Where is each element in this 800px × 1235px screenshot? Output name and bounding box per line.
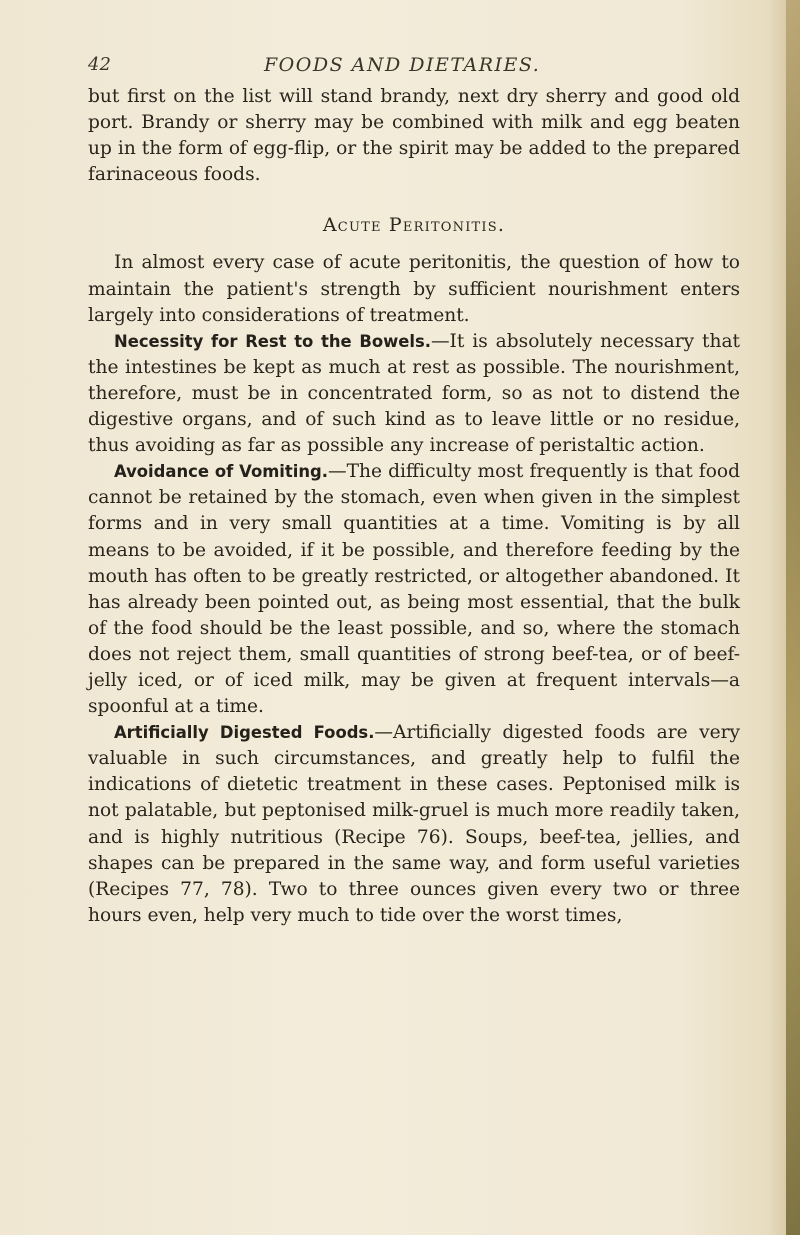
subsection-heading: Artificially Digested Foods. xyxy=(114,723,375,743)
subsection-text: —The difficulty most frequently is that food cannot be retained by the stomach, even when given in the simplest forms and in very small quantities at a time. Vomiting is by all means to be avoided, if it be possible, and therefore feeding by the mouth has often to be greatly restricted, or altogether abandoned. It has already been pointed out, as being most essential, that the bulk of the food should be the least possible, and so, where the stomach does not reject them, small quantities of strong beef-tea, or of beef-jelly iced, or of iced milk, may be given at frequent intervals—a spoonful at a time. xyxy=(88,461,740,718)
subsection-artificially-digested-foods xyxy=(88,720,740,929)
section-intro-paragraph: In almost every case of acute peritonitis, the question of how to maintain the patient's strength by sufficient nourishment enters largely into considerations of treatment. xyxy=(88,252,740,326)
intro-paragraph: but first on the list will stand brandy, next dry sherry and good old port. Brandy or sherry may be combined with milk and egg beaten up in the form of egg-flip, or the spirit may be added to the prepared farinaceous foods. xyxy=(88,86,740,186)
subsection-avoidance-of-vomiting xyxy=(88,459,740,720)
subsection-heading: Necessity for Rest to the Bowels. xyxy=(114,331,431,351)
page-header xyxy=(88,54,728,84)
page-edge xyxy=(786,0,800,1235)
subsection-text: —It is absolutely necessary that the intestines be kept as much at rest as possible. The nourishment, therefore, must be in concentrated form, so as not to distend the digestive organs, and of such kind as to leave little or no residue, thus avoiding as far as possible any increase of peristaltic action. xyxy=(88,330,741,457)
subsection-heading: Avoidance of Vomiting. xyxy=(114,462,328,482)
body-text xyxy=(88,84,740,929)
subsection-rest-to-bowels xyxy=(88,329,740,459)
subsection-text: —Artificially digested foods are very valuable in such circumstances, and greatly help to fulfil the indications of dietetic treatment in these cases. Peptonised milk is not palatable, but peptonised milk-gruel is much more readily taken, and is highly nutritious (Recipe 76). Soups, beef-tea, jellies, and shapes can be prepared in the same way, and form useful varieties (Recipes 77, 78). Two to three ounces given every two or three hours even, help very much to tide over the worst times, xyxy=(88,722,740,926)
section-heading: Acute Peritonitis. xyxy=(322,214,506,237)
page-number: 42 xyxy=(88,54,111,75)
running-head: FOODS AND DIETARIES. xyxy=(264,54,541,76)
